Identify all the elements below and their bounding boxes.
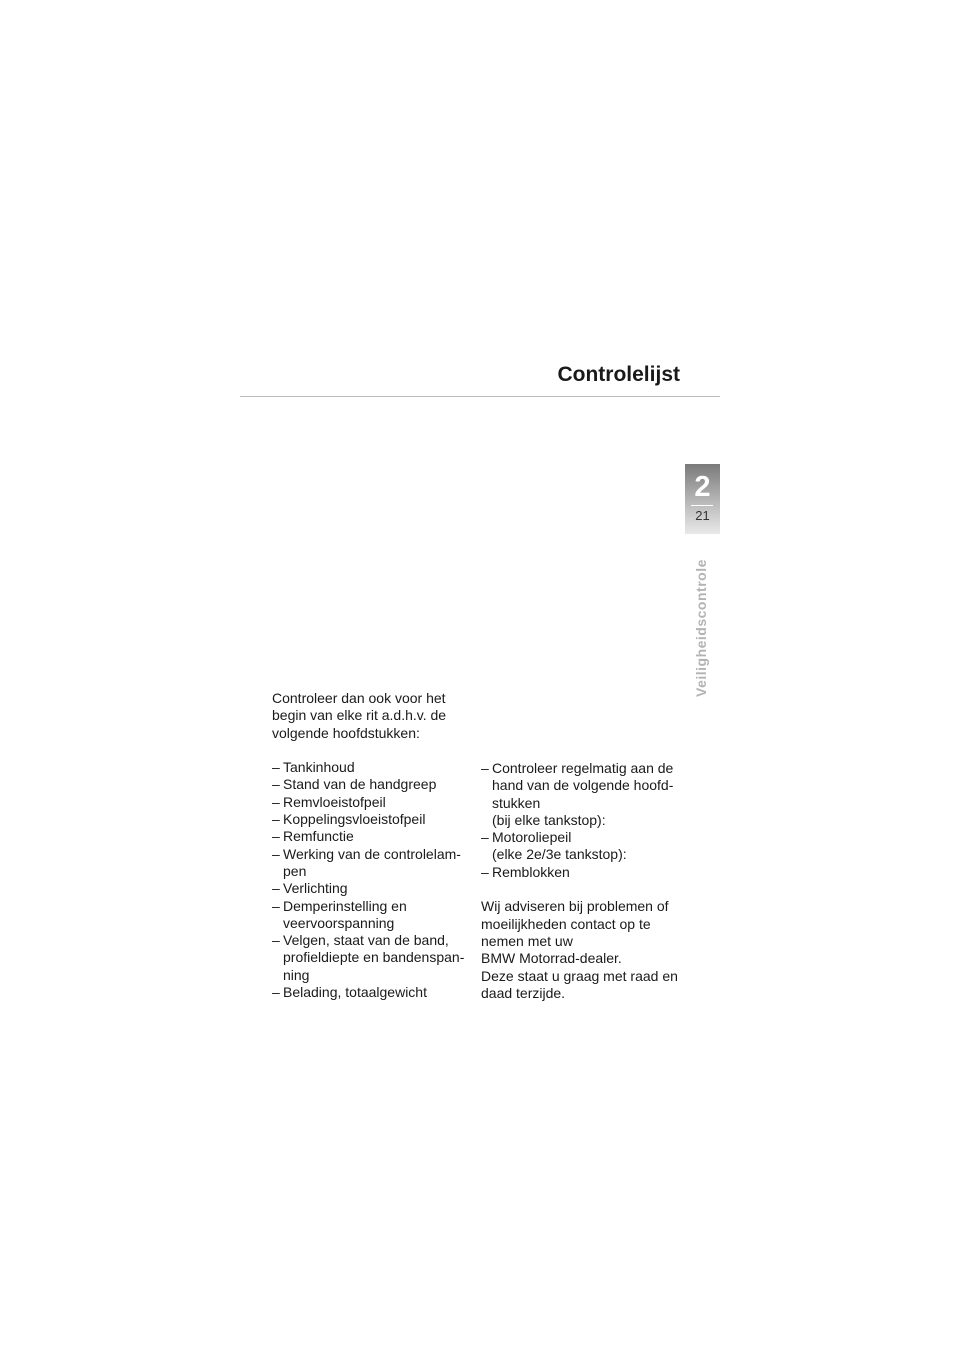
advice-paragraph: Wij adviseren bij problemen of moeilijkheden contact op te nemen met uw BMW Motorrad-dealer. Deze staat u graag met raad en daad terzijde. [481, 898, 678, 1001]
header-divider [240, 396, 720, 397]
page-title: Controlelijst [557, 363, 680, 386]
checklist-regular [481, 760, 696, 881]
list-item: – Demperinstelling en veervoorspanning [272, 898, 472, 933]
list-item: – Tankinhoud [272, 759, 472, 776]
intro-paragraph: Controleer dan ook voor het begin van elke rit a.d.h.v. de volgende hoofdstukken: [272, 690, 447, 741]
list-item: – Velgen, staat van de band, profieldiepte en bandenspan- ning [272, 932, 472, 984]
checklist-before-ride [272, 759, 472, 1001]
list-item: – Remblokken [481, 864, 696, 881]
list-item: – Belading, totaalgewicht [272, 984, 472, 1001]
list-item: – Motoroliepeil (elke 2e/3e tankstop): [481, 829, 696, 864]
list-item: – Koppelingsvloeistofpeil [272, 811, 472, 828]
list-item: – Stand van de handgreep [272, 776, 472, 793]
chapter-name: Veiligheidscontrole [693, 559, 709, 697]
list-item: – Remfunctie [272, 828, 472, 845]
left-column [272, 690, 472, 1001]
list-item: – Controleer regelmatig aan de hand van de volgende hoofd- stukken (bij elke tankstop): [481, 760, 696, 829]
list-item: – Remvloeistofpeil [272, 794, 472, 811]
chapter-number: 2 [694, 471, 711, 503]
list-item: – Werking van de controlelam- pen [272, 846, 472, 881]
spacer [272, 742, 472, 759]
list-item: – Verlichting [272, 880, 472, 897]
page-number: 21 [695, 508, 710, 523]
spacer [481, 881, 696, 898]
right-column [481, 760, 696, 1002]
chapter-divider [691, 505, 713, 506]
